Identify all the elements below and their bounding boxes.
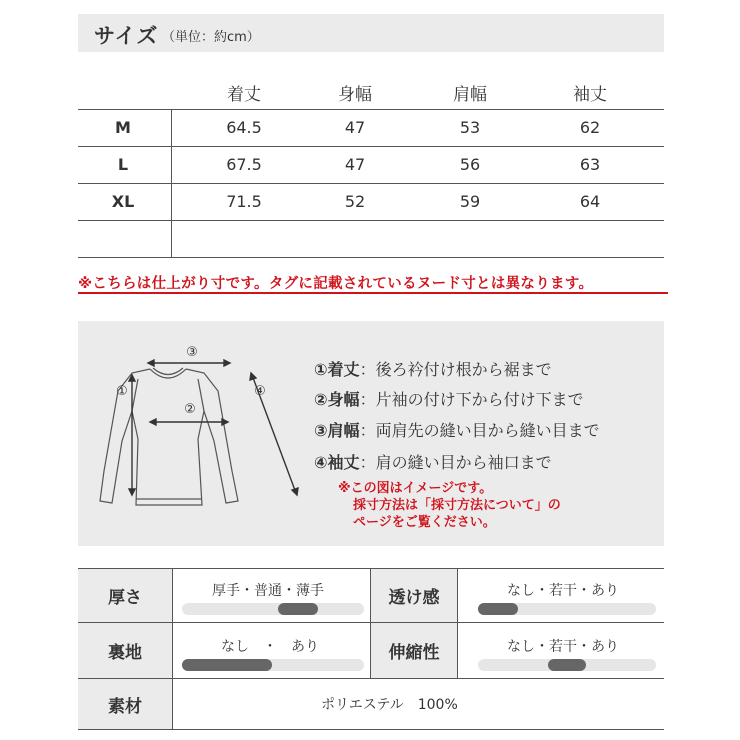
fabric-value: ポリエステル 100%: [321, 697, 458, 713]
thickness-track: [182, 603, 364, 615]
transparency-indicator: [478, 603, 518, 615]
unit-label: （単位：約cm）: [162, 30, 260, 45]
legend-item: ④袖丈：肩の縫い目から袖口まで: [314, 453, 552, 472]
material-table: [78, 568, 664, 730]
legend-item: ③肩幅：両肩先の縫い目から縫い目まで: [314, 421, 600, 440]
size-label: L: [117, 155, 129, 174]
table-header-row: [78, 72, 664, 110]
stretch-indicator: [548, 659, 586, 671]
thickness-indicator: [278, 603, 318, 615]
thickness-scale: 厚手・普通・薄手: [212, 583, 324, 599]
table-cell: 53: [459, 118, 481, 137]
table-cell: 63: [579, 155, 601, 174]
table-divider: [172, 568, 173, 729]
table-cell: 64.5: [226, 118, 262, 137]
marker-1: ①: [116, 384, 128, 399]
table-cell: 59: [459, 192, 481, 211]
lining-label: 裏地: [78, 623, 172, 678]
table-cell: 56: [459, 155, 481, 174]
table-row: [78, 110, 664, 147]
table-cell: 47: [344, 155, 366, 174]
caution-line: ページをご覧ください。: [353, 515, 496, 530]
shirt-illustration: [78, 321, 308, 546]
notice-underline: [78, 292, 668, 294]
caution-line: ※この図はイメージです。: [338, 481, 493, 496]
thickness-label: 厚さ: [78, 569, 172, 622]
fabric-label: 素材: [78, 679, 172, 729]
table-divider: [457, 568, 458, 678]
col-header: 身幅: [338, 85, 372, 105]
size-header: [78, 14, 664, 52]
table-cell: 62: [579, 118, 601, 137]
table-border: [78, 729, 664, 730]
table-cell: 52: [344, 192, 366, 211]
marker-3: ③: [186, 345, 198, 360]
transparency-label: 透け感: [371, 569, 457, 622]
table-row-empty: [78, 221, 664, 258]
size-label: XL: [111, 192, 135, 211]
size-label: M: [115, 118, 131, 137]
col-header: 袖丈: [573, 85, 607, 105]
size-notice: ※こちらは仕上がり寸です。タグに記載されているヌード寸とは異なります。: [78, 276, 594, 292]
table-cell: 71.5: [226, 192, 262, 211]
lining-indicator: [182, 659, 272, 671]
table-cell: 47: [344, 118, 366, 137]
table-row: [78, 184, 664, 221]
legend-item: ②身幅：片袖の付け下から付け下まで: [314, 390, 584, 409]
measurement-diagram: [78, 321, 664, 546]
table-cell: 64: [579, 192, 601, 211]
transparency-scale: なし・若干・あり: [507, 583, 619, 599]
marker-2: ②: [184, 402, 196, 417]
lining-scale: なし ・ あり: [221, 639, 319, 655]
col-header: 着丈: [227, 85, 261, 105]
marker-4: ④: [254, 384, 266, 399]
size-title: サイズ: [94, 24, 159, 48]
table-row: [78, 147, 664, 184]
col-header: 肩幅: [453, 85, 487, 105]
stretch-scale: なし・若干・あり: [507, 639, 619, 655]
legend-item: ①着丈：後ろ衿付け根から裾まで: [314, 360, 552, 379]
caution-line: 採寸方法は「採寸方法について」の: [353, 498, 561, 513]
stretch-label: 伸縮性: [371, 623, 457, 678]
table-cell: 67.5: [226, 155, 262, 174]
